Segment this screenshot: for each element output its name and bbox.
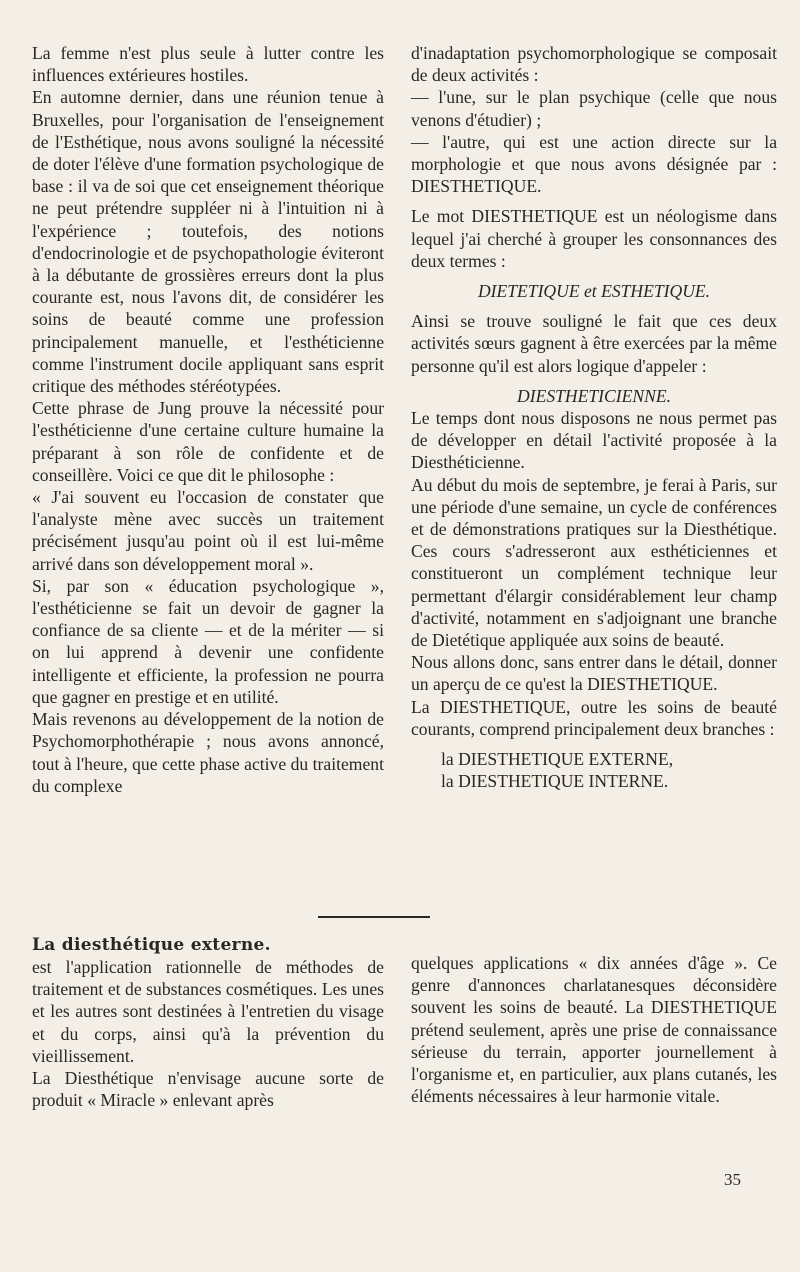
title-diestheticienne: DIESTHETICIENNE. — [517, 385, 671, 406]
section-heading: La diesthétique externe. — [32, 935, 271, 955]
paragraph: est l'application rationnelle de méthodes de traitement et de substances cosmétiques. Les unes et les autres sont destinées à l'entretien du visage et du corps, ainsi qu'à la prévention du vieillissement. — [32, 957, 384, 1066]
paragraph: Au début du mois de septembre, je ferai à Paris, sur une période d'une semaine, un cycle de conférences et de démonstrations pratiques sur la Diesthétique. Ces cours s'adresseront aux esthéticiennes et constitueront un complément technique leur permettant d'élargir considérablement leur champ d'activité, notamment en s'adjoignant une branche de Dietétique appliquée aux soins de beauté. — [411, 474, 777, 651]
paragraph: En automne dernier, dans une réunion tenue à Bruxelles, pour l'organisation de l'enseignement de l'Esthétique, nous avons souligné la nécessité de doter l'élève d'une formation psychologique de base : il va de soi que cet enseignement théorique ne peut prétendre suppléer ni à l'intuition ni à l'expérience ; toutefois, des notions d'endocrinologie et de psychopathologie éviteront à la débutante de grossières erreurs dont la plus courante est, nous l'avons dit, de considérer les soins de beauté comme une profession principalement manuelle, et l'esthéticienne comme l'instrument docile appliquant sans esprit critique des méthodes stéréotypées. — [32, 87, 384, 397]
right-column-top — [411, 42, 777, 793]
page-number: 35 — [724, 1170, 741, 1189]
right-column-bottom — [411, 952, 777, 1107]
branch-item: la DIESTHETIQUE EXTERNE, — [441, 749, 674, 770]
paragraph: La DIESTHETIQUE, outre les soins de beauté courants, comprend principalement deux branches : — [411, 696, 777, 739]
formula-line: DIETETIQUE et ESTHETIQUE. — [477, 281, 711, 302]
paragraph: Nous allons donc, sans entrer dans le détail, donner un aperçu de ce qu'est la DIESTHETIQUE. — [411, 652, 777, 695]
paragraph: Mais revenons au développement de la notion de Psychomorphothérapie ; nous avons annoncé, tout à l'heure, que cette phase active du traitement du complexe — [32, 709, 384, 796]
paragraph: d'inadaptation psychomorphologique se composait de deux activités : — [411, 43, 777, 86]
paragraph: Le temps dont nous disposons ne nous permet pas de développer en détail l'activité proposée à la Diesthéticienne. — [411, 408, 777, 473]
branch-item: la DIESTHETIQUE INTERNE. — [441, 771, 669, 792]
paragraph: Si, par son « éducation psychologique », l'esthéticienne se fait un devoir de gagner la confiance de sa cliente — et de la mériter — si on lui apprend à devenir une confidente intelligente et efficiente, la profession ne pourra que gagner en prestige et en utilité. — [32, 575, 384, 707]
list-item: — l'autre, qui est une action directe sur la morphologie et que nous avons désignée par : DIESTHETIQUE. — [411, 131, 777, 197]
paragraph: Le mot DIESTHETIQUE est un néologisme dans lequel j'ai cherché à grouper les consonnances des deux termes : — [411, 206, 777, 271]
paragraph: La Diesthétique n'envisage aucune sorte de produit « Miracle » enlevant après — [32, 1068, 384, 1111]
paragraph: quelques applications « dix années d'âge ». Ce genre d'annonces charlatanesques déconsidère souvent les soins de beauté. La DIESTHETIQUE prétend seulement, après une prise de connaissance sérieuse du terrain, apporter journellement à l'organisme et, en particulier, aux plans cutanés, les éléments nécessaires à leur harmonie vitale. — [411, 953, 777, 1107]
separator-rule — [318, 916, 430, 918]
paragraph: Cette phrase de Jung prouve la nécessité pour l'esthéticienne d'une certaine culture humaine la préparant à son rôle de confidente et de conseillère. Voici ce que dit le philosophe : — [32, 398, 384, 485]
paragraph: Ainsi se trouve souligné le fait que ces deux activités sœurs gagnent à être exercées par la même personne qu'il est alors logique d'appeler : — [411, 311, 777, 376]
list-item: — l'une, sur le plan psychique (celle que nous venons d'étudier) ; — [411, 87, 777, 130]
left-column-bottom — [32, 956, 384, 1111]
paragraph: La femme n'est plus seule à lutter contre les influences extérieures hostiles. — [32, 43, 384, 86]
left-column-top — [32, 42, 384, 797]
quote-paragraph: « J'ai souvent eu l'occasion de constater que l'analyste mène avec succès un traitement précisément jusqu'au point où il est lui-même arrivé dans son développement moral ». — [32, 487, 384, 574]
